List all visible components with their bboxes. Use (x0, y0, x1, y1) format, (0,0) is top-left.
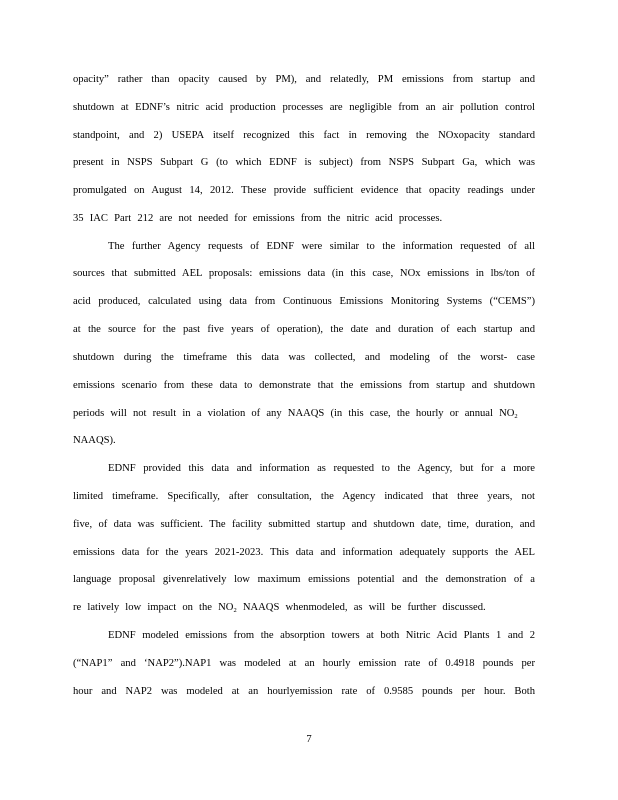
text-span: re latively low impact on the NO (73, 602, 234, 613)
text-span: periods will not result in a violation of any NAAQS (in this case, the hourly or annual NO (73, 408, 515, 419)
text-line: emissions scenario from these data to demonstrate that the emissions from startup and shutdown (73, 380, 535, 391)
text-line: EDNF modeled emissions from the absorption towers at both Nitric Acid Plants 1 and 2 (108, 630, 535, 641)
text-line: five, of data was sufficient. The facility submitted startup and shutdown date, time, duration, and (73, 519, 535, 530)
text-line: The further Agency requests of EDNF were similar to the information requested of all (108, 241, 535, 252)
text-line: sources that submitted AEL proposals: emissions data (in this case, NOx emissions in lbs/ton of (73, 268, 535, 279)
text-line: opacity” rather than opacity caused by PM), and relatedly, PM emissions from startup and (73, 74, 535, 85)
text-line: shutdown during the timeframe this data was collected, and modeling of the worst- case (73, 352, 535, 363)
text-span: NAAQS whenmodeled, as will be further discussed. (236, 602, 486, 613)
text-line (73, 408, 535, 423)
subscript: 2 (514, 413, 518, 420)
text-line: emissions data for the years 2021-2023. This data and information adequately supports the AEL (73, 547, 535, 558)
text-line: language proposal givenrelatively low maximum emissions potential and the demonstration of a (73, 574, 535, 585)
subscript: 2 (233, 607, 237, 614)
text-line: (“NAP1” and ‘NAP2”).NAP1 was modeled at an hourly emission rate of 0.4918 pounds per (73, 658, 535, 669)
text-line: at the source for the past five years of operation), the date and duration of each startup and (73, 324, 535, 335)
text-line: NAAQS). (73, 435, 116, 446)
text-line: present in NSPS Subpart G (to which EDNF is subject) from NSPS Subpart Ga, which was (73, 157, 535, 168)
text-line: shutdown at EDNF’s nitric acid production processes are negligible from an air pollution control (73, 102, 535, 113)
text-line: limited timeframe. Specifically, after consultation, the Agency indicated that three years, not (73, 491, 535, 502)
text-line: hour and NAP2 was modeled at an hourlyemission rate of 0.9585 pounds per hour. Both (73, 686, 535, 697)
text-line: promulgated on August 14, 2012. These provide sufficient evidence that opacity readings under (73, 185, 535, 196)
text-line: EDNF provided this data and information as requested to the Agency, but for a more (108, 463, 535, 474)
text-line (73, 602, 535, 617)
text-line: standpoint, and 2) USEPA itself recognized this fact in removing the NOxopacity standard (73, 130, 535, 141)
page-number: 7 (306, 734, 312, 745)
text-line: acid produced, calculated using data from Continuous Emissions Monitoring Systems (“CEMS”) (73, 296, 535, 307)
text-line: 35 IAC Part 212 are not needed for emissions from the nitric acid processes. (73, 213, 443, 224)
